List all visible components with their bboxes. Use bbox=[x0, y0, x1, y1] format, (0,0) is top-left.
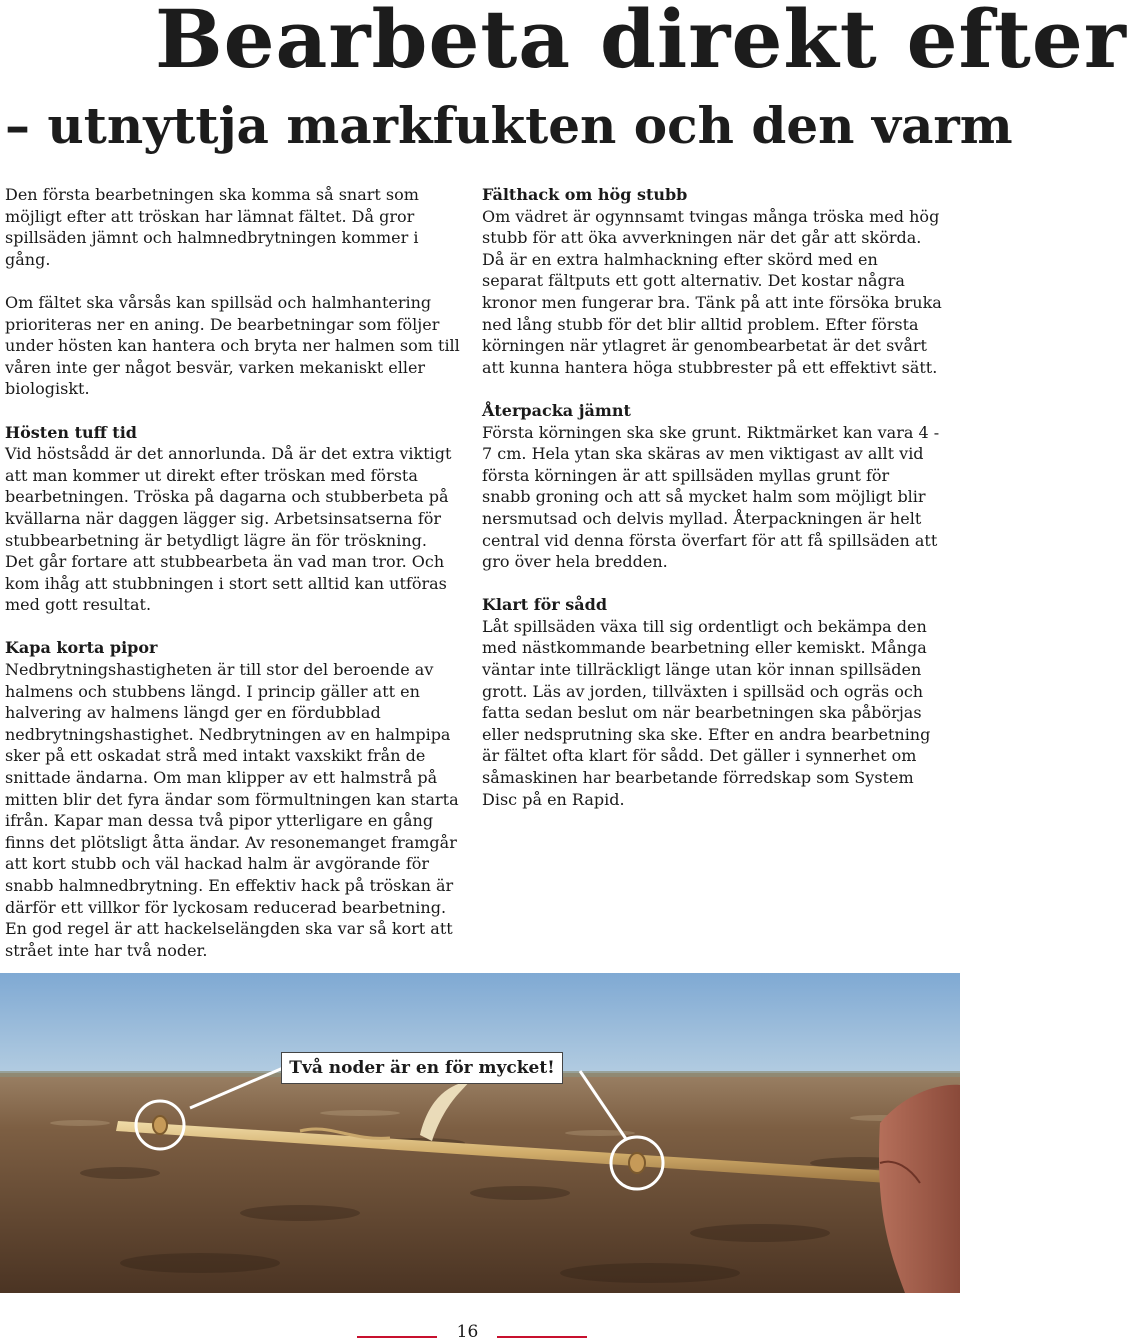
straw-node-left bbox=[153, 1116, 167, 1134]
section-heading-klart: Klart för sådd bbox=[482, 595, 608, 615]
section-heading-kapa: Kapa korta pipor bbox=[5, 638, 158, 658]
left-column bbox=[5, 184, 460, 983]
straw-node-right bbox=[629, 1153, 645, 1173]
intro-paragraph-1: Den första bearbetningen ska komma så snart som möjligt efter att tröskan har lämnat fältet. Då gror spillsäden jämnt och halmnedbrytningen kommer i gång. bbox=[5, 185, 419, 269]
straw-photo-illustration bbox=[0, 973, 960, 1293]
section-heading-hosten: Hösten tuff tid bbox=[5, 422, 137, 442]
intro-paragraph-2: Om fältet ska vårsås kan spillsäd och halmhantering prioriteras ner en aning. De bearbetningar som följer under hösten kan hantera och bryta ner halmen som till våren inte ger något besvär, varken mekaniskt eller biologiskt. bbox=[5, 292, 460, 399]
footer-rule-left bbox=[357, 1336, 437, 1338]
right-column bbox=[482, 184, 942, 832]
section-body-hosten: Vid höstsådd är det annorlunda. Då är det extra viktigt att man kommer ut direkt efter tröskan med första bearbetningen. Tröska på dagarna och stubberbeta på kvällarna när daggen lägger sig. Arbetsinsatserna för stubbearbetning är betydligt lägre än för tröskning. Det går fortare att stubbearbeta än vad man tror. Och kom ihåg att stubbningen i stort sett alltid kan utföras med gott resultat. bbox=[5, 444, 452, 615]
section-body-aterpacka: Första körningen ska ske grunt. Riktmärket kan vara 4 - 7 cm. Hela ytan ska skäras av men viktigast av allt vid första körningen är att spillsäden myllas grunt för snabb groning och att så mycket halm som möjligt blir nersmutsad och delvis myllad. Återpackningen är helt central vid denna första överfart för att få spillsäden att gro över hela bredden. bbox=[482, 422, 940, 572]
page-number: 16 bbox=[456, 1322, 479, 1342]
section-body-kapa: Nedbrytningshastigheten är till stor del beroende av halmens och stubbens längd. I princip gäller att en halvering av halmens längd ger en fördubblad nedbrytningshastighet. Nedbrytningen av en halmpipa sker på ett oskadat strå med intakt vaxskikt från de snittade ändarna. Om man klipper av ett halmstrå på mitten blir det fyra ändar som förmultningen kan starta ifrån. Kapar man dessa två pipor ytterligare en gång finns det plötsligt åtta ändar. Av resonemanget framgår att kort stubb och väl hackad halm är avgörande för snabb halmnedbrytning. En effektiv hack på tröskan är därför ett villkor för lyckosam reducerad bearbetning. En god regel är att hackelselängden ska var så kort att strået inte har två noder. bbox=[5, 660, 459, 960]
straw-photo bbox=[0, 973, 960, 1293]
page-subtitle: – utnyttja markfukten och den varm bbox=[5, 96, 1013, 155]
section-body-klart: Låt spillsäden växa till sig ordentligt och bekämpa den med nästkommande bearbetning eller kemiskt. Många väntar inte tillräckligt länge utan kör innan spillsäden grott. Läs av jorden, tillväxten i spillsäd och ogräs och fatta sedan beslut om när bearbetningen ska påbörjas eller nedsprutning ska ske. Efter en andra bearbetning är fältet ofta klart för sådd. Det gäller i synnerhet om såmaskinen har bearbetande förredskap som System Disc på en Rapid. bbox=[482, 616, 931, 809]
section-heading-aterpacka: Återpacka jämnt bbox=[482, 400, 631, 420]
photo-caption: Två noder är en för mycket! bbox=[281, 1052, 563, 1084]
section-body-falthack: Om vädret är ogynnsamt tvingas många tröska med hög stubb för att öka avverkningen när det går att skörda. Då är en extra halmhackning efter skörd med en separat fältputs ett gott alternativ. Det kostar några kronor men fungerar bra. Tänk på att inte försöka bruka ned lång stubb för det blir alltid problem. Efter första körningen när ytlagret är genombearbetat är det svårt att kunna hantera höga stubbrester på ett effektivt sätt. bbox=[482, 206, 942, 377]
section-heading-falthack: Fälthack om hög stubb bbox=[482, 185, 688, 204]
footer-rule-right bbox=[497, 1336, 587, 1338]
page-title: Bearbeta direkt efter bbox=[155, 0, 1127, 86]
